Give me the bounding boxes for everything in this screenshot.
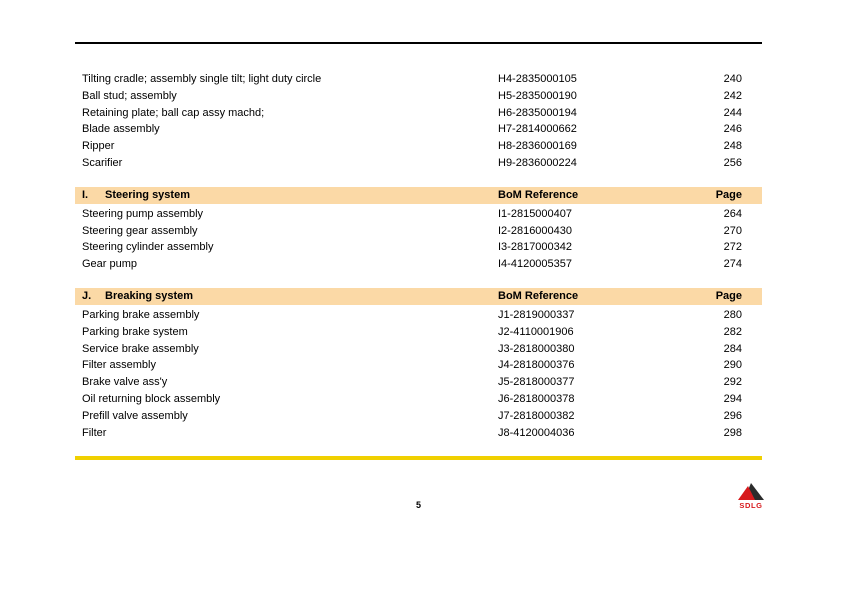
table-row [75,307,762,324]
page-value: 244 [723,106,742,119]
item-description: Tilting cradle; assembly single tilt; light duty circle [82,73,322,85]
bom-reference: J1-2819000337 [498,308,575,321]
page-value: 290 [723,359,742,372]
table-row [75,374,762,391]
section-index: I. [82,188,89,201]
table-row [75,425,762,442]
page-value: 274 [723,258,742,271]
section-header [75,187,762,204]
table-row [75,121,762,138]
section-index: J. [82,289,92,302]
page-value: 280 [723,308,742,321]
sdlg-logo [733,483,769,510]
table-row [75,138,762,155]
page-value: 240 [723,73,742,85]
table-row [75,223,762,240]
bom-reference-header: BoM Reference [498,289,579,302]
toc-sections [75,71,762,441]
item-description: Steering pump assembly [82,207,204,220]
page-value: 264 [723,207,742,220]
page-value: 270 [723,224,742,237]
page-number: 5 [415,500,421,510]
bom-reference: J8-4120004036 [498,426,575,439]
table-row [75,88,762,105]
section-title [75,187,498,204]
page-value: 248 [723,140,742,153]
table-row [75,341,762,358]
table-row [75,357,762,374]
page-value: 242 [723,89,742,102]
page-value: 296 [723,409,742,422]
item-description: Blade assembly [82,123,160,136]
item-description: Steering cylinder assembly [82,241,214,254]
page-value: 292 [723,376,742,389]
bom-reference: I2-2816000430 [498,224,573,237]
bom-reference: I1-2815000407 [498,207,573,220]
top-rule [75,42,762,44]
table-row [75,324,762,341]
toc-section [75,71,762,172]
item-description: Parking brake assembly [82,308,200,321]
item-description: Gear pump [82,258,138,271]
page-value: 294 [723,392,742,405]
item-description: Prefill valve assembly [82,409,188,422]
bom-reference: I3-2817000342 [498,241,573,254]
table-row [75,239,762,256]
bom-reference: J7-2818000382 [498,409,575,422]
section-header [75,288,762,305]
bom-reference: J3-2818000380 [498,342,575,355]
table-row [75,71,762,88]
bottom-rule [75,456,762,460]
table-row [75,408,762,425]
item-description: Scarifier [82,156,123,169]
page-value: 298 [723,426,742,439]
table-row [75,391,762,408]
bom-reference-header: BoM Reference [498,188,579,201]
toc-section [75,187,762,273]
section-title [75,288,498,305]
bom-reference: H6-2835000194 [498,106,577,119]
table-row [75,155,762,172]
section-title-text: Steering system [105,188,190,201]
item-description: Filter [82,426,107,439]
bom-reference: J6-2818000378 [498,392,575,405]
table-row [75,206,762,223]
item-description: Filter assembly [82,359,156,372]
page-header: Page [715,188,742,201]
page-value: 284 [723,342,742,355]
item-description: Ripper [82,140,115,153]
sdlg-logo-text: SDLG [739,501,763,510]
bom-reference: I4-4120005357 [498,258,573,271]
bom-reference: J5-2818000377 [498,376,575,389]
bom-reference: H8-2836000169 [498,140,577,153]
table-row [75,256,762,273]
item-description: Ball stud; assembly [82,89,177,102]
item-description: Parking brake system [82,325,188,338]
item-description: Brake valve ass'y [82,376,168,389]
bom-reference: J4-2818000376 [498,359,575,372]
item-description: Service brake assembly [82,342,199,355]
item-description: Oil returning block assembly [82,392,221,405]
page-header: Page [715,289,742,302]
page-value: 272 [723,241,742,254]
page-value: 282 [723,325,742,338]
item-description: Steering gear assembly [82,224,198,237]
bom-reference: H4-2835000105 [498,73,577,85]
table-row [75,105,762,122]
bom-reference: H9-2836000224 [498,156,577,169]
toc-section [75,288,762,441]
bom-reference: H7-2814000662 [498,123,577,136]
page-value: 246 [723,123,742,136]
sdlg-logo-mark-icon [733,483,769,500]
item-description: Retaining plate; ball cap assy machd; [82,106,265,119]
bom-reference: J2-4110001906 [498,325,574,338]
bom-reference: H5-2835000190 [498,89,577,102]
page-value: 256 [723,156,742,169]
section-title-text: Breaking system [105,289,194,302]
